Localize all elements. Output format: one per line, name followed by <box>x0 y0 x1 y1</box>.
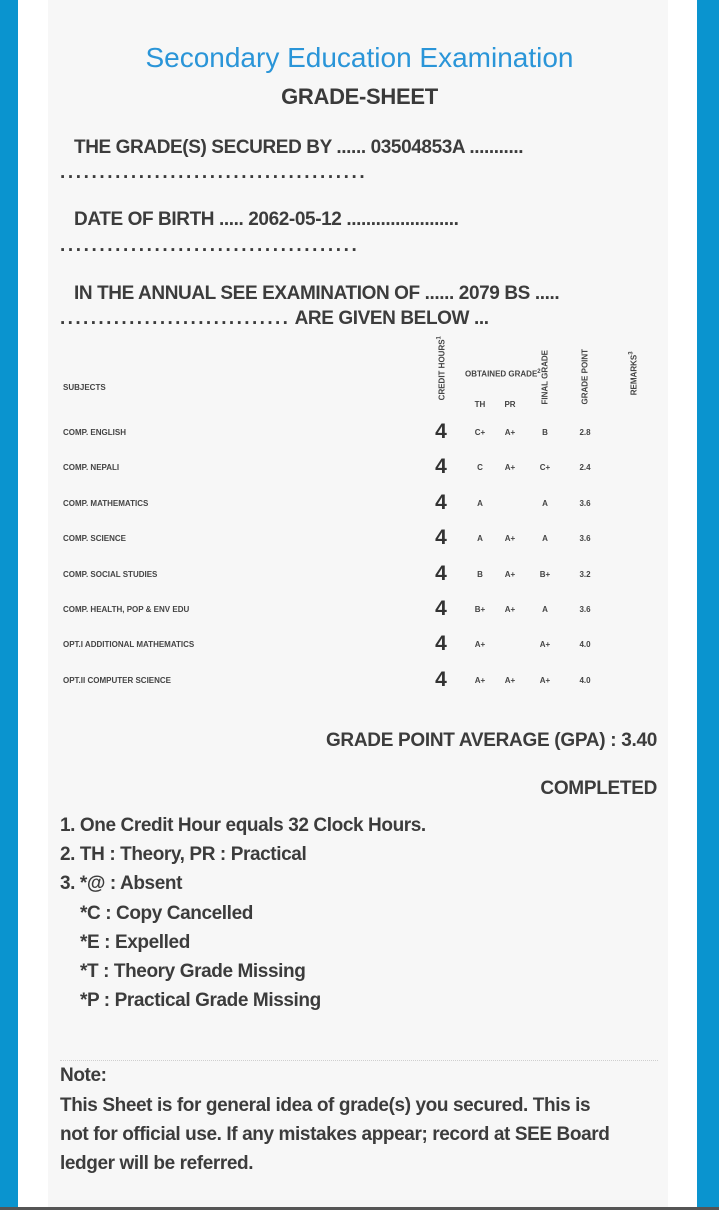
final-grade: C+ <box>539 463 551 472</box>
credit-hours: 4 <box>435 632 447 655</box>
theory-grade: C <box>477 463 483 472</box>
grade-point: 4.0 <box>579 676 591 685</box>
credit-hours: 4 <box>435 491 447 514</box>
subject-name: COMP. SCIENCE <box>63 534 126 543</box>
theory-grade: A+ <box>474 640 486 649</box>
grade-point: 3.6 <box>579 605 591 614</box>
final-grade: B+ <box>539 570 551 579</box>
given-below-text: ARE GIVEN BELOW <box>294 308 470 329</box>
note-text: This Sheet is for general idea of grade(s) you secured. This is <box>60 1095 591 1116</box>
gpa-label: GRADE POINT AVERAGE (GPA) : <box>325 730 617 751</box>
header-final-grade: FINAL GRADE <box>540 349 550 405</box>
theory-grade: A+ <box>474 676 486 685</box>
subject-name: OPT.II COMPUTER SCIENCE <box>63 676 172 685</box>
subject-name: COMP. HEALTH, POP & ENV EDU <box>63 605 190 614</box>
final-grade: B <box>542 428 548 437</box>
page-title: Secondary Education Examination <box>145 42 574 73</box>
page-subtitle: GRADE-SHEET <box>281 84 438 109</box>
final-grade: A+ <box>539 640 551 649</box>
final-grade: A <box>542 499 548 508</box>
secured-by-label: THE GRADE(S) SECURED BY <box>74 137 332 158</box>
theory-grade: C+ <box>474 428 486 437</box>
grade-point: 2.8 <box>579 428 591 437</box>
symbol-number: 03504853A <box>370 137 465 158</box>
header-th: TH <box>474 400 486 409</box>
footnote: 2. TH : Theory, PR : Practical <box>60 844 307 865</box>
dob-line: DATE OF BIRTH ..... 2062-05-12 ....................... <box>74 209 459 230</box>
note-label: Note: <box>60 1065 107 1086</box>
theory-grade: B+ <box>474 605 486 614</box>
practical-grade: A+ <box>504 428 516 437</box>
subject-name: COMP. ENGLISH <box>63 428 126 437</box>
final-grade: A <box>542 605 548 614</box>
note-text: not for official use. If any mistakes appear; record at SEE Board <box>60 1124 610 1145</box>
dob-value: 2062-05-12 <box>248 209 342 230</box>
credit-hours: 4 <box>435 455 447 478</box>
credit-hours: 4 <box>435 526 447 549</box>
theory-grade: A <box>477 534 483 543</box>
footnote: 3. *@ : Absent <box>60 873 183 894</box>
footnote: *C : Copy Cancelled <box>80 903 253 924</box>
subject-name: OPT.I ADDITIONAL MATHEMATICS <box>63 640 195 649</box>
footnote: 1. One Credit Hour equals 32 Clock Hours. <box>60 815 426 836</box>
practical-grade: A+ <box>504 605 516 614</box>
practical-grade: A+ <box>504 463 516 472</box>
header-obtained-grade: OBTAINED GRADE$^2$ <box>465 369 541 379</box>
divider <box>60 1060 658 1061</box>
header-pr: PR <box>504 400 516 409</box>
result-status: COMPLETED <box>540 778 657 799</box>
dob-label: DATE OF BIRTH <box>74 209 215 230</box>
gpa-value: 3.40 <box>621 730 657 751</box>
credit-hours: 4 <box>435 562 447 585</box>
subject-name: COMP. SOCIAL STUDIES <box>63 570 158 579</box>
subject-name: COMP. MATHEMATICS <box>63 499 149 508</box>
grade-point: 3.6 <box>579 534 591 543</box>
header-credit-hours: CREDIT HOURS$^1$ <box>436 336 447 401</box>
exam-label: IN THE ANNUAL SEE EXAMINATION OF <box>74 283 420 304</box>
header-subjects: SUBJECTS <box>63 383 106 392</box>
secured-by-line: THE GRADE(S) SECURED BY ...... 03504853A ........... <box>74 137 524 158</box>
dotted-fill: ....................................... <box>60 162 368 183</box>
given-below-line: .............................. ARE GIVEN BELOW ... <box>60 308 489 329</box>
practical-grade: A+ <box>504 534 516 543</box>
credit-hours: 4 <box>435 668 447 691</box>
grade-point: 3.2 <box>579 570 591 579</box>
left-frame-bar <box>0 0 18 1210</box>
grade-point: 4.0 <box>579 640 591 649</box>
footnote: *E : Expelled <box>80 932 190 953</box>
footnote: *P : Practical Grade Missing <box>80 990 321 1011</box>
exam-year: 2079 BS <box>458 283 530 304</box>
dotted-fill: ...................................... <box>60 235 360 256</box>
credit-hours: 4 <box>435 420 447 443</box>
grade-point: 3.6 <box>579 499 591 508</box>
grade-point: 2.4 <box>579 463 591 472</box>
header-remarks: REMARKS$^3$ <box>628 351 639 396</box>
practical-grade: A+ <box>504 676 516 685</box>
final-grade: A+ <box>539 676 551 685</box>
exam-line: IN THE ANNUAL SEE EXAMINATION OF ...... 2079 BS ..... <box>74 283 560 304</box>
theory-grade: A <box>477 499 483 508</box>
footnote: *T : Theory Grade Missing <box>80 961 306 982</box>
final-grade: A <box>542 534 548 543</box>
subject-name: COMP. NEPALI <box>63 463 120 472</box>
right-frame-bar <box>697 0 719 1210</box>
gpa-line <box>326 730 657 752</box>
header-grade-point: GRADE POINT <box>580 348 590 405</box>
theory-grade: B <box>477 570 483 579</box>
credit-hours: 4 <box>435 597 447 620</box>
note-text: ledger will be referred. <box>60 1153 254 1174</box>
practical-grade: A+ <box>504 570 516 579</box>
